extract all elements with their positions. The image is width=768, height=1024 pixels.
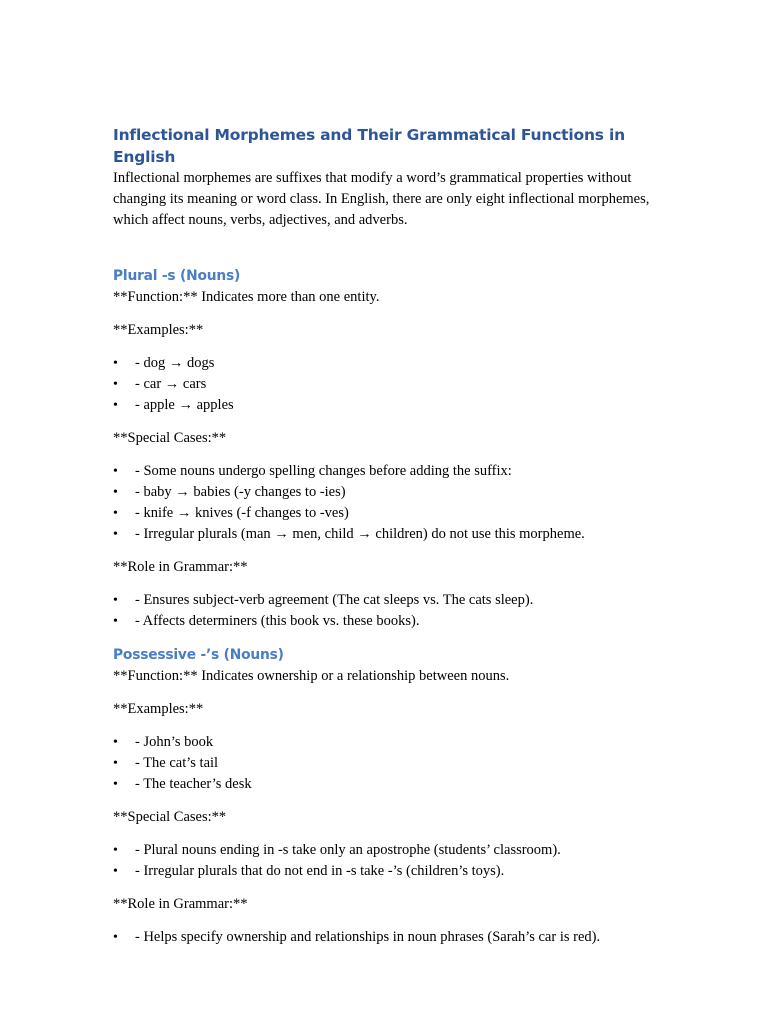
list-item-text: - Ensures subject-verb agreement (The cat sleeps vs. The cats sleep). bbox=[135, 592, 534, 608]
list-item bbox=[113, 395, 673, 416]
list-item bbox=[113, 753, 673, 774]
bullet-icon: • bbox=[113, 506, 118, 521]
list-item-text: - knife → knives (-f changes to -ves) bbox=[135, 505, 349, 521]
list-item-text: - Plural nouns ending in -s take only an apostrophe (students’ classroom). bbox=[135, 842, 561, 858]
list-item-text: - Some nouns undergo spelling changes before adding the suffix: bbox=[135, 463, 512, 479]
list-item-text: - dog → dogs bbox=[135, 355, 215, 371]
bullet-icon: • bbox=[113, 593, 118, 608]
list-item-text: - John’s book bbox=[135, 734, 214, 750]
role-list bbox=[113, 590, 673, 632]
function-text: **Function:** Indicates more than one entity. bbox=[113, 289, 380, 305]
list-item-text: - Irregular plurals that do not end in -s take -’s (children’s toys). bbox=[135, 863, 505, 879]
list-item bbox=[113, 482, 673, 503]
bullet-icon: • bbox=[113, 377, 118, 392]
bullet-icon: • bbox=[113, 485, 118, 500]
role-list bbox=[113, 927, 673, 948]
bullet-icon: • bbox=[113, 356, 118, 371]
function-text: **Function:** Indicates ownership or a relationship between nouns. bbox=[113, 668, 510, 684]
bullet-icon: • bbox=[113, 614, 118, 629]
examples-list bbox=[113, 353, 673, 416]
special-cases-list bbox=[113, 840, 673, 882]
list-item-text: - car → cars bbox=[135, 376, 207, 392]
bullet-icon: • bbox=[113, 864, 118, 879]
examples-label: **Examples:** bbox=[113, 322, 204, 338]
list-item bbox=[113, 590, 673, 611]
list-item bbox=[113, 611, 673, 632]
bullet-icon: • bbox=[113, 777, 118, 792]
list-item bbox=[113, 503, 673, 524]
list-item bbox=[113, 374, 673, 395]
document-title: Inflectional Morphemes and Their Grammatical Functions in English bbox=[113, 126, 625, 166]
bullet-icon: • bbox=[113, 735, 118, 750]
bullet-icon: • bbox=[113, 930, 118, 945]
bullet-icon: • bbox=[113, 464, 118, 479]
section-heading: Possessive -’s (Nouns) bbox=[113, 647, 284, 663]
examples-list bbox=[113, 732, 673, 795]
list-item bbox=[113, 861, 673, 882]
list-item-text: - Helps specify ownership and relationships in noun phrases (Sarah’s car is red). bbox=[135, 929, 601, 945]
list-item bbox=[113, 840, 673, 861]
examples-label: **Examples:** bbox=[113, 701, 204, 717]
list-item-text: - apple → apples bbox=[135, 397, 234, 413]
bullet-icon: • bbox=[113, 527, 118, 542]
special-cases-label: **Special Cases:** bbox=[113, 430, 227, 446]
bullet-icon: • bbox=[113, 756, 118, 771]
list-item-text: - baby → babies (-y changes to -ies) bbox=[135, 484, 346, 500]
section-heading: Plural -s (Nouns) bbox=[113, 268, 241, 284]
list-item-text: - The cat’s tail bbox=[135, 755, 219, 771]
section-plural bbox=[113, 265, 673, 632]
list-item bbox=[113, 774, 673, 795]
bullet-icon: • bbox=[113, 843, 118, 858]
role-label: **Role in Grammar:** bbox=[113, 559, 248, 575]
document-page bbox=[113, 124, 673, 948]
intro-paragraph: Inflectional morphemes are suffixes that modify a word’s grammatical properties without changing its meaning or word class. In English, there are only eight inflectional morphemes, which affect nouns, verbs, adjectives, and adverbs. bbox=[113, 170, 650, 228]
bullet-icon: • bbox=[113, 398, 118, 413]
list-item bbox=[113, 353, 673, 374]
list-item bbox=[113, 732, 673, 753]
list-item bbox=[113, 524, 673, 545]
section-possessive bbox=[113, 644, 673, 948]
list-item-text: - The teacher’s desk bbox=[135, 776, 252, 792]
special-cases-label: **Special Cases:** bbox=[113, 809, 227, 825]
list-item-text: - Irregular plurals (man → men, child → children) do not use this morpheme. bbox=[135, 526, 585, 542]
list-item-text: - Affects determiners (this book vs. these books). bbox=[135, 613, 420, 629]
role-label: **Role in Grammar:** bbox=[113, 896, 248, 912]
special-cases-list bbox=[113, 461, 673, 545]
list-item bbox=[113, 927, 673, 948]
list-item bbox=[113, 461, 673, 482]
